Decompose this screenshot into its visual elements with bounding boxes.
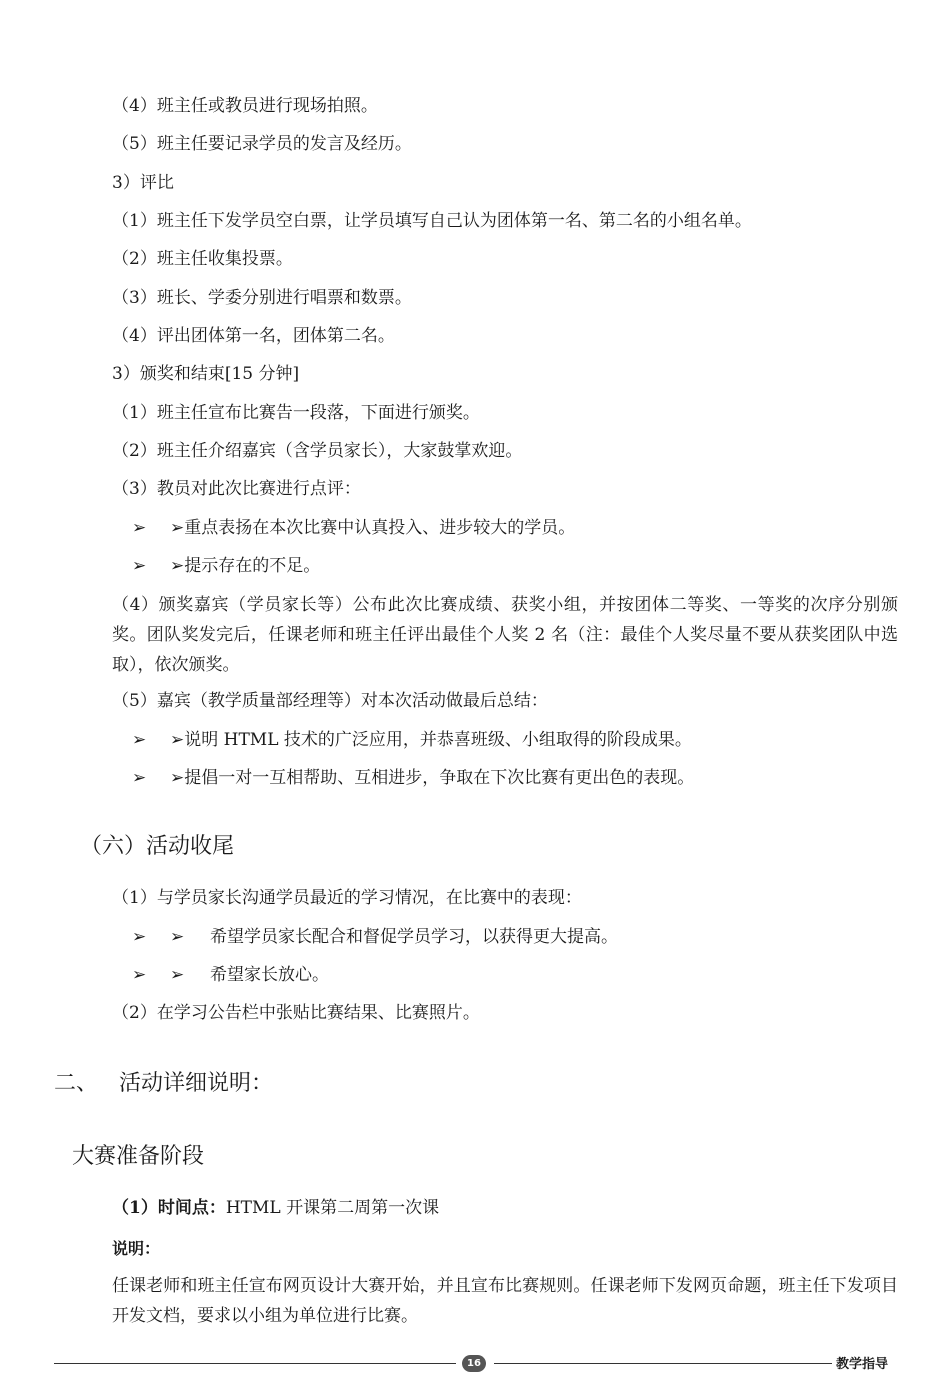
award-step-3: （3）教员对此次比赛进行点评： [112, 479, 361, 499]
bullet-arrow-icon: ➢ [132, 556, 147, 576]
bullet-text: ➢说明 HTML 技术的广泛应用，并恭喜班级、小组取得的阶段成果。 [170, 730, 692, 750]
section-vote: 3）评比 [112, 173, 174, 193]
award-step-2: （2）班主任介绍嘉宾（含学员家长），大家鼓掌欢迎。 [112, 441, 523, 461]
footer-rule-right [494, 1363, 832, 1364]
footer-section-label: 教学指导 [836, 1357, 889, 1372]
time-point-value: HTML 开课第二周第一次课 [225, 1198, 440, 1218]
summary-line: （5）嘉宾（教学质量部经理等）对本次活动做最后总结： [112, 691, 548, 711]
vote-step-1: （1）班主任下发学员空白票，让学员填写自己认为团体第一名、第二名的小组名单。 [112, 211, 752, 231]
bullet-arrow-icon: ➢ [132, 730, 147, 750]
subsection-heading: 大赛准备阶段 [72, 1144, 205, 1169]
bullet-arrow-icon: ➢ [132, 768, 147, 788]
bullet-arrow-icon: ➢ [132, 927, 147, 947]
bullet-text: ➢重点表扬在本次比赛中认真投入、进步较大的学员。 [170, 518, 576, 538]
footer-rule-left [54, 1363, 456, 1364]
section-heading-closing: （六）活动收尾 [80, 834, 235, 859]
bullet-text: ➢提倡一对一互相帮助、互相进步，争取在下次比赛有更出色的表现。 [170, 768, 695, 788]
bullet-text: ➢提示存在的不足。 [170, 556, 321, 576]
vote-step-4: （4）评出团体第一名，团体第二名。 [112, 326, 395, 346]
section-award: 3）颁奖和结束[15 分钟] [112, 364, 300, 384]
notice-board-line: （2）在学习公告栏中张贴比赛结果、比赛照片。 [112, 1003, 480, 1023]
time-point-line [112, 1198, 439, 1218]
bullet-arrow-icon: ➢ [132, 965, 147, 985]
bullet-arrow-icon: ➢ [170, 965, 185, 985]
vote-step-3: （3）班长、学委分别进行唱票和数票。 [112, 288, 412, 308]
bullet-arrow-icon: ➢ [132, 518, 147, 538]
step-photo: （4）班主任或教员进行现场拍照。 [112, 96, 378, 116]
bullet-arrow-icon: ➢ [170, 927, 185, 947]
time-point-label: （1）时间点： [112, 1198, 226, 1218]
page-number-badge: 16 [462, 1355, 486, 1372]
chapter-heading: 二、 活动详细说明： [54, 1071, 273, 1096]
description-label: 说明： [112, 1239, 161, 1258]
description-paragraph: 任课老师和班主任宣布网页设计大赛开始，并且宣布比赛规则。任课老师下发网页命题，班主任下发项目开发文档，要求以小组为单位进行比赛。 [112, 1276, 898, 1326]
bullet-text: 希望学员家长配合和督促学员学习，以获得更大提高。 [210, 927, 618, 947]
vote-step-2: （2）班主任收集投票。 [112, 249, 293, 269]
step-record: （5）班主任要记录学员的发言及经历。 [112, 134, 412, 154]
parent-communication-line: （1）与学员家长沟通学员最近的学习情况，在比赛中的表现： [112, 888, 582, 908]
bullet-text: 希望家长放心。 [210, 965, 329, 985]
award-paragraph: （4）颁奖嘉宾（学员家长等）公布此次比赛成绩、获奖小组，并按团体二等奖、一等奖的次序分别颁奖。团队奖发完后，任课老师和班主任评出最佳个人奖 2 名（注：最佳个人奖尽量不要从获奖团队中选取），依次颁奖。 [112, 595, 898, 675]
award-step-1: （1）班主任宣布比赛告一段落，下面进行颁奖。 [112, 403, 480, 423]
